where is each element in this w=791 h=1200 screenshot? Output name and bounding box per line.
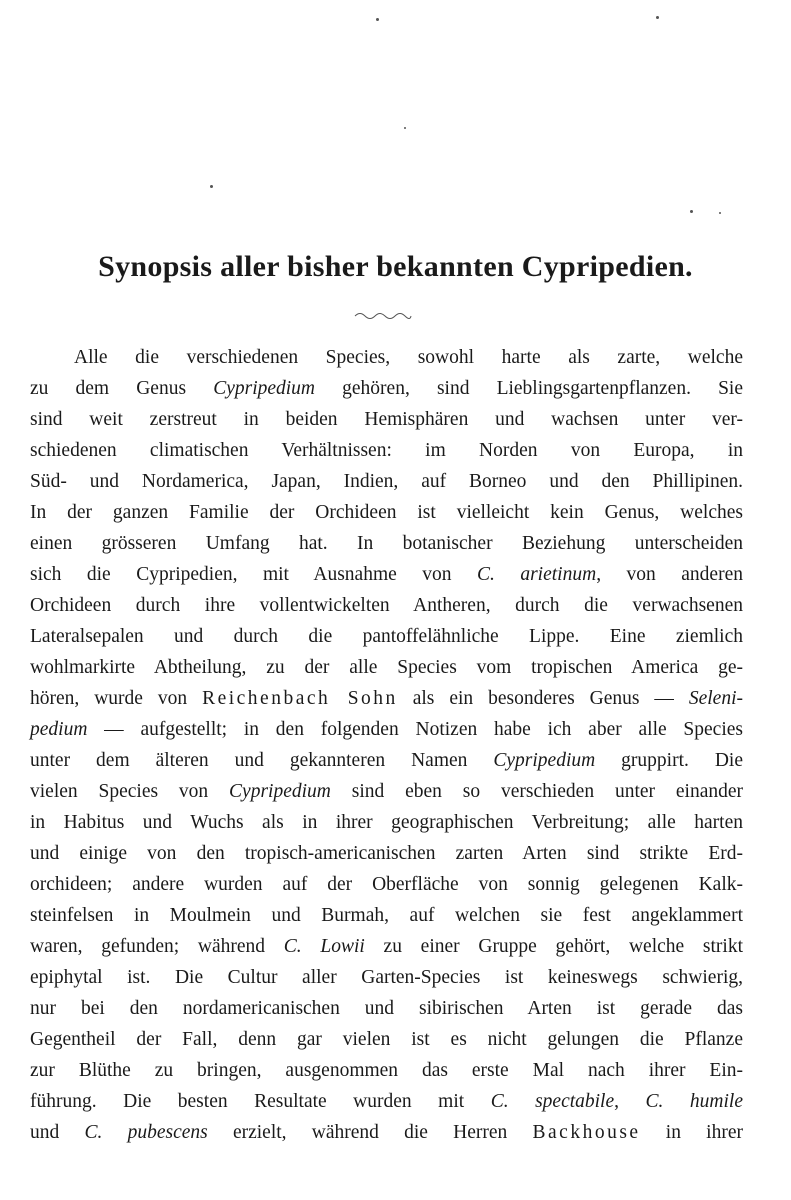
text-line <box>30 497 743 528</box>
spaced-name: Backhouse <box>532 1122 641 1143</box>
italic-term: C. Lowii <box>283 936 365 957</box>
text-run: zu einer Gruppe gehört, welche strikt <box>364 936 743 957</box>
text-run: erzielt, während die Herren <box>207 1122 533 1143</box>
text-run: unter dem älteren und gekannteren Namen <box>30 750 494 771</box>
body-text <box>30 342 743 1148</box>
print-speck <box>210 185 213 188</box>
text-line <box>30 1086 743 1117</box>
text-run: sich die Cypripedien, mit Ausnahme von <box>30 564 477 585</box>
text-run: waren, gefunden; während <box>30 936 284 957</box>
text-run: Orchideen durch ihre vollentwickelten Antheren, durch die verwachsenen <box>30 595 743 616</box>
text-line <box>30 404 743 435</box>
text-line <box>30 373 743 404</box>
text-line <box>30 1117 743 1148</box>
text-run: , <box>614 1091 646 1112</box>
text-line <box>30 435 743 466</box>
italic-term: Cypripedium <box>213 378 316 399</box>
text-run: gruppirt. Die <box>595 750 744 771</box>
text-run: steinfelsen in Moulmein und Burmah, auf welchen sie fest angeklammert <box>30 905 743 926</box>
text-run: Süd- und Nordamerica, Japan, Indien, auf Borneo und den Phillipinen. <box>30 471 743 492</box>
italic-term: Seleni- <box>688 688 743 709</box>
text-run: Alle die verschiedenen Species, sowohl harte als zarte, welche <box>74 347 743 368</box>
text-run: orchideen; andere wurden auf der Oberfläche von sonnig gelegenen Kalk- <box>30 874 743 895</box>
text-run: gehören, sind Lieblingsgartenpflanzen. Sie <box>315 378 743 399</box>
text-run: , von anderen <box>596 564 743 585</box>
text-line <box>30 1024 743 1055</box>
print-speck <box>690 210 693 213</box>
print-speck <box>404 127 406 129</box>
title-ornament <box>353 310 413 322</box>
text-run: hören, wurde von <box>30 688 203 709</box>
print-speck <box>656 16 659 19</box>
text-run: nur bei den nordamericanischen und sibirischen Arten ist gerade das <box>30 998 743 1019</box>
text-line <box>30 993 743 1024</box>
text-run: — aufgestellt; in den folgenden Notizen habe ich aber alle Species <box>87 719 743 740</box>
italic-term: Cypripedium <box>493 750 596 771</box>
text-line <box>30 962 743 993</box>
italic-term: C. humile <box>645 1091 743 1112</box>
text-run: und einige von den tropisch-americanischen zarten Arten sind strikte Erd- <box>30 843 743 864</box>
print-speck <box>376 18 379 21</box>
spaced-name: Reichenbach Sohn <box>202 688 398 709</box>
text-run: sind eben so verschieden unter einander <box>330 781 743 802</box>
text-line <box>30 838 743 869</box>
print-speck <box>719 212 721 214</box>
text-line <box>30 559 743 590</box>
text-run: einen grösseren Umfang hat. In botanischer Beziehung unterscheiden <box>30 533 743 554</box>
text-line <box>30 869 743 900</box>
text-line <box>30 807 743 838</box>
page-title: Synopsis aller bisher bekannten Cypripedien. <box>98 250 693 283</box>
text-line <box>30 931 743 962</box>
text-run: als ein besonderes Genus — <box>397 688 689 709</box>
text-run: führung. Die besten Resultate wurden mit <box>30 1091 491 1112</box>
text-line <box>30 590 743 621</box>
text-line <box>30 652 743 683</box>
text-run: zu dem Genus <box>30 378 214 399</box>
text-line <box>30 1055 743 1086</box>
text-run: epiphytal ist. Die Cultur aller Garten-Species ist keineswegs schwierig, <box>30 967 743 988</box>
text-line <box>30 714 743 745</box>
text-run: schiedenen climatischen Verhältnissen: im Norden von Europa, in <box>30 440 743 461</box>
italic-term: C. arietinum <box>476 564 597 585</box>
text-line <box>30 342 743 373</box>
text-line <box>30 466 743 497</box>
text-run: Lateralsepalen und durch die pantoffelähnliche Lippe. Eine ziemlich <box>30 626 743 647</box>
text-run: und <box>30 1122 85 1143</box>
text-line <box>30 776 743 807</box>
text-run: Gegentheil der Fall, denn gar vielen ist es nicht gelungen die Pflanze <box>30 1029 743 1050</box>
text-run: in ihrer <box>640 1122 743 1143</box>
text-line <box>30 528 743 559</box>
text-run: in Habitus und Wuchs als in ihrer geographischen Verbreitung; alle harten <box>30 812 743 833</box>
italic-term: pedium <box>30 719 88 740</box>
text-run: vielen Species von <box>30 781 230 802</box>
text-run: wohlmarkirte Abtheilung, zu der alle Species vom tropischen America ge- <box>30 657 743 678</box>
text-line <box>30 621 743 652</box>
text-line <box>30 745 743 776</box>
text-run: sind weit zerstreut in beiden Hemisphären und wachsen unter ver- <box>30 409 743 430</box>
italic-term: C. pubescens <box>84 1122 208 1143</box>
text-line <box>30 683 743 714</box>
text-run: In der ganzen Familie der Orchideen ist vielleicht kein Genus, welches <box>30 502 743 523</box>
text-run: zur Blüthe zu bringen, ausgenommen das erste Mal nach ihrer Ein- <box>30 1060 743 1081</box>
text-line <box>30 900 743 931</box>
italic-term: Cypripedium <box>229 781 331 802</box>
italic-term: C. spectabile <box>490 1091 615 1112</box>
